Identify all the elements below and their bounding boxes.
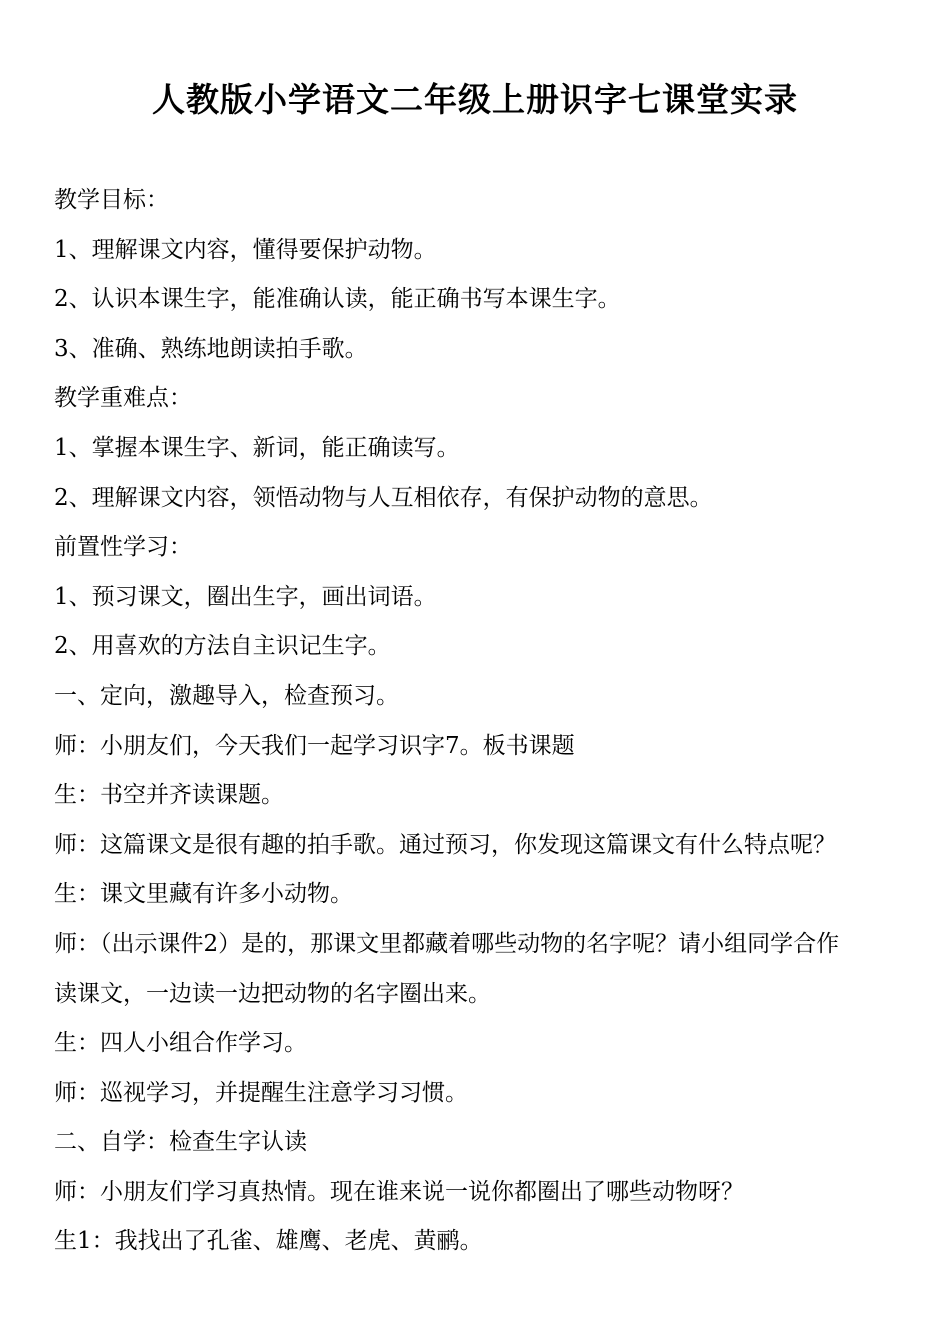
key-point-item: 1、掌握本课生字、新词，能正确读写。: [54, 434, 460, 461]
dialogue-line: 生：课文里藏有许多小动物。: [54, 881, 353, 908]
dialogue-line: 师：小朋友们，今天我们一起学习识字7。板书课题: [54, 732, 575, 759]
dialogue-line: 师：这篇课文是很有趣的拍手歌。通过预习，你发现这篇课文有什么特点呢？: [54, 831, 836, 858]
dialogue-line: 生1：我找出了孔雀、雄鹰、老虎、黄鹂。: [54, 1228, 483, 1255]
document-title: 人教版小学语文二年级上册识字七课堂实录: [152, 80, 798, 119]
dialogue-line: 师：巡视学习，并提醒生注意学习习惯。: [54, 1079, 468, 1106]
dialogue-line: 师：（出示课件2）是的，那课文里都藏着哪些动物的名字呢？请小组同学合作: [54, 930, 840, 957]
dialogue-line-continuation: 读课文，一边读一边把动物的名字圈出来。: [54, 980, 491, 1007]
goal-item: 3、准确、熟练地朗读拍手歌。: [54, 335, 368, 362]
goal-item: 2、认识本课生字，能准确认读，能正确书写本课生字。: [54, 286, 621, 313]
dialogue-line: 生：书空并齐读课题。: [54, 782, 284, 809]
section-heading-key-points: 教学重难点：: [54, 385, 192, 412]
pre-study-item: 2、用喜欢的方法自主识记生字。: [54, 633, 391, 660]
document-body: [54, 176, 904, 1267]
pre-study-item: 1、预习课文，圈出生字，画出词语。: [54, 583, 437, 610]
dialogue-line: 生：四人小组合作学习。: [54, 1030, 307, 1057]
section-heading-pre-study: 前置性学习：: [54, 534, 192, 561]
goal-item: 1、理解课文内容，懂得要保护动物。: [54, 236, 437, 263]
section-heading-teaching-goals: 教学目标：: [54, 187, 169, 213]
section-heading-part-two: 二、自学：检查生字认读: [54, 1129, 307, 1156]
dialogue-line: 师：小朋友们学习真热情。现在谁来说一说你都圈出了哪些动物呀？: [54, 1178, 744, 1205]
key-point-item: 2、理解课文内容，领悟动物与人互相依存，有保护动物的意思。: [54, 484, 713, 511]
section-heading-part-one: 一、定向，激趣导入，检查预习。: [54, 682, 399, 709]
